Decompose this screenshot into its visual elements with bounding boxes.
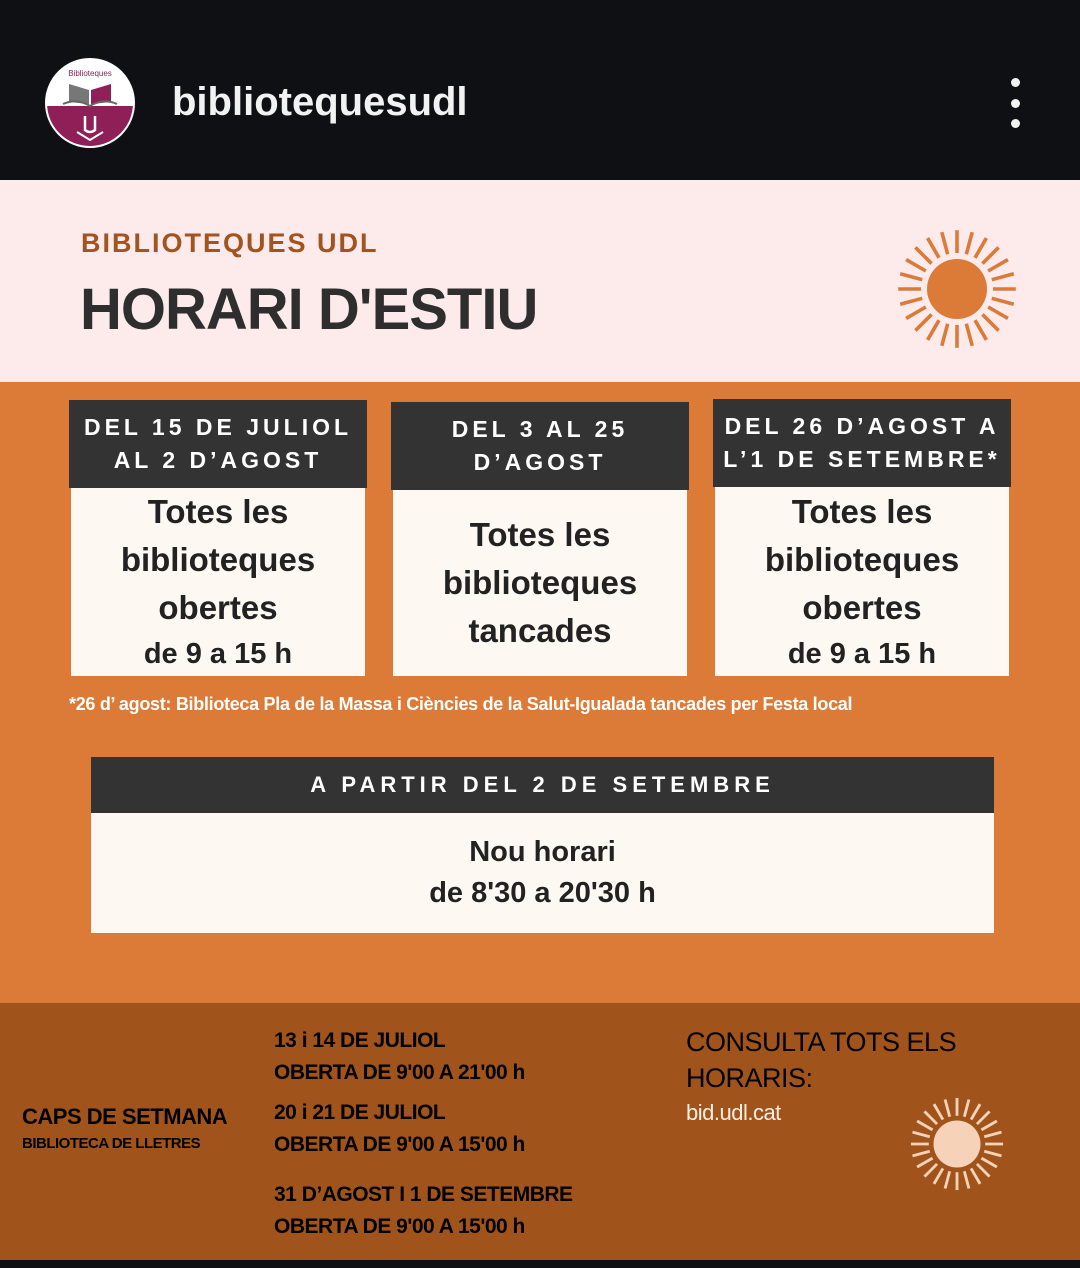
weekend-hours: OBERTA DE 9'00 A 15'00 h [274, 1133, 525, 1156]
new-schedule-text: Nou horari [469, 836, 616, 868]
weekend-item [274, 1025, 525, 1089]
weekend-item [274, 1097, 525, 1161]
weekend-item [274, 1179, 573, 1243]
post-header [0, 0, 1080, 180]
biblioteques-logo [47, 60, 133, 146]
username-link[interactable]: bibliotequesudl [172, 80, 468, 124]
period-text: Totes les [147, 493, 289, 530]
poster-title: HORARI D'ESTIU [80, 277, 538, 342]
website-link[interactable]: bid.udl.cat [686, 1100, 781, 1125]
period-hours: de 9 a 15 h [787, 637, 937, 670]
period-text: biblioteques [442, 564, 638, 601]
weekend-date: 20 i 21 DE JULIOL [274, 1101, 446, 1124]
period-text: Totes les [791, 492, 933, 530]
svg-text:Biblioteques: Biblioteques [68, 69, 112, 78]
sun-icon [910, 1097, 1004, 1191]
avatar[interactable] [45, 58, 135, 148]
footnote: *26 d’ agost: Biblioteca Pla de la Massa i Ciències de la Salut-Igualada tancades per Festa local [69, 694, 853, 714]
weekend-subtitle: BIBLIOTECA DE LLETRES [22, 1135, 201, 1152]
weekend-title: CAPS DE SETMANA [22, 1104, 228, 1129]
period-text: biblioteques [764, 540, 960, 578]
period-header: DEL 3 AL 25 [451, 416, 629, 442]
period-text: obertes [158, 589, 278, 626]
new-schedule-hours: de 8'30 a 20'30 h [429, 877, 656, 909]
new-schedule-card [91, 757, 994, 933]
period-text: biblioteques [120, 541, 316, 578]
period-header: D’AGOST [473, 449, 607, 475]
consult-text: CONSULTA TOTS ELS HORARIS: [686, 1027, 957, 1093]
period-header: L’1 DE SETEMBRE* [723, 446, 1001, 472]
new-schedule-header: A PARTIR DEL 2 DE SETEMBRE [91, 757, 994, 813]
poster-kicker: BIBLIOTEQUES UDL [81, 228, 379, 258]
weekend-hours: OBERTA DE 9'00 A 15'00 h [274, 1215, 525, 1238]
period-hours: de 9 a 15 h [143, 638, 293, 670]
weekend-hours: OBERTA DE 9'00 A 21'00 h [274, 1061, 525, 1084]
more-vertical-icon[interactable] [1000, 78, 1030, 128]
period-card [713, 399, 1011, 676]
period-text: obertes [802, 588, 922, 626]
period-header: DEL 15 DE JULIOL [83, 414, 353, 440]
period-header: AL 2 D’AGOST [113, 447, 323, 473]
period-text: tancades [468, 612, 612, 649]
weekend-date: 31 D’AGOST I 1 DE SETEMBRE [274, 1183, 573, 1206]
period-card [391, 402, 689, 676]
period-text: Totes les [469, 516, 611, 553]
sun-icon [897, 229, 1017, 349]
weekend-date: 13 i 14 DE JULIOL [274, 1029, 446, 1052]
period-card [69, 400, 367, 676]
period-header: DEL 26 D’AGOST A [724, 413, 1000, 439]
